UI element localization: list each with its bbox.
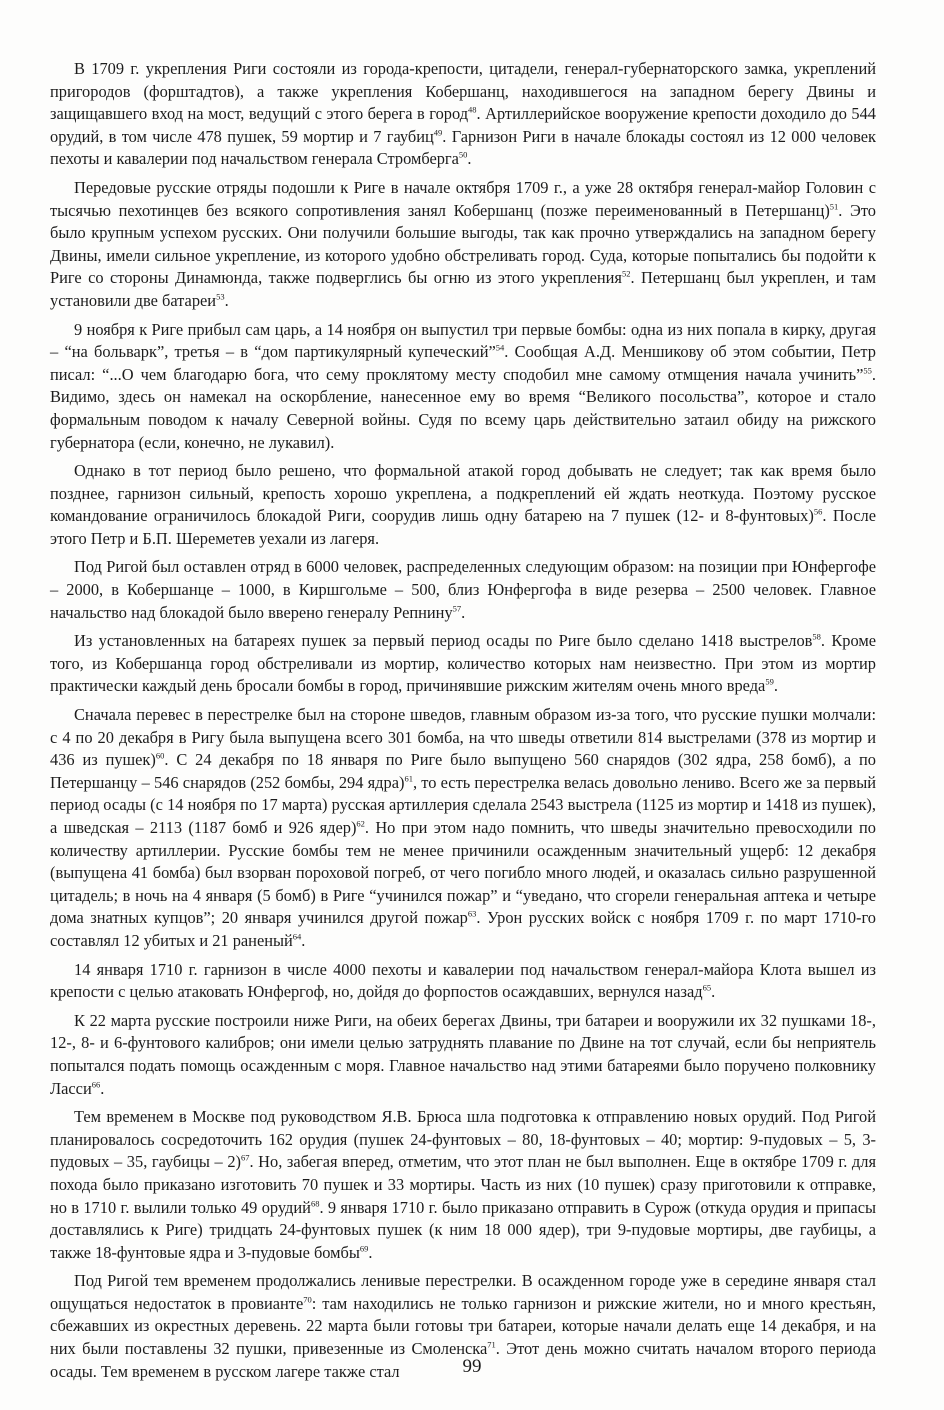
paragraph-text: . Кроме того, из Кобершанца город обстреливали из мортир, количество которых нам неизвестно. При этом из мортир практически каждый день бросали бомбы в город, причинявшие рижским жителям очень много вреда (50, 631, 876, 696)
paragraph (50, 959, 876, 1004)
paragraph-text: : там находились не только гарнизон и рижские жители, но и много крестьян, сбежавших из окрестных деревень. 22 марта были готовы три батареи, которые начали делать еще 14 декабря, и на них были поставлены 32 пушки, привезенные из Смоленска (50, 1293, 876, 1359)
footnote-ref: 57 (452, 603, 462, 614)
footnote-ref: 67 (240, 1152, 250, 1163)
footnote-ref: 71 (487, 1339, 496, 1350)
footnote-ref: 66 (91, 1079, 101, 1090)
footnote-ref: 51 (829, 201, 839, 212)
footnote-ref: 58 (812, 631, 821, 642)
paragraph-text: . Артиллерийское вооружение крепости доходило до 544 орудий, в том числе 478 пушек, 59 мортир и 7 гаубиц (50, 104, 876, 146)
paragraph-text: . Видимо, здесь он намекал на оскорбление, нанесенное ему во время “Великого посольства”, которое и стало формальным поводом к началу Северной войны. Судя по всему царь действительно затаил обиду на рижского губернатора (если, конечно, не лукавил). (50, 364, 876, 452)
footnote-ref: 62 (356, 818, 365, 829)
paragraph-text: . (301, 930, 306, 950)
paragraph (50, 556, 876, 624)
paragraph-text: . Но при этом надо помнить, что шведы значительно превосходили по количеству артиллерии. Русские бомбы тем не менее причинили осажденным значительный ущерб: 12 декабря (выпущена 41 бомба) был взорван пороховой погреб, от чего погибло много людей, и оказалась сильно разрушенной цитадель; в ночь на 4 января (5 бомб) в Риге “учинился пожар” и “уведано, что сгорели генеральная аптека и четыре дома знатных купцов”; 20 января учинился другой пожар (50, 818, 876, 928)
footnote-ref: 49 (433, 127, 443, 138)
paragraph-text: . (467, 149, 472, 169)
paragraph (50, 630, 876, 698)
paragraph-text: . Сообщая А.Д. Меншикову об этом событии, Петр писал: “...О чем благодарю бога, что сему проклятому месту сподобил мне самому отмщения начала учинить” (50, 342, 876, 384)
paragraph-text: Передовые русские отряды подошли к Риге в начале октября 1709 г., а уже 28 октября генерал-майор Головин с тысячью пехотинцев без всякого сопротивления занял Кобершанц (позже переименованный в Петершанц) (50, 177, 876, 220)
paragraph-text: . (711, 982, 716, 1002)
paragraph-text: Тем временем в Москве под руководством Я.В. Брюса шла подготовка к отправлению новых орудий. Под Ригой планировалось сосредоточить 162 орудия (пушек 24-фунтовых – 80, 18-фунтовых – 40; мортир: 9-пудовых – 5, 3-пудовых – 35, гаубицы – 2) (50, 1107, 876, 1172)
paragraph-text: Из установленных на батареях пушек за первый период осады по Риге было сделано 1418 выстрелов (74, 631, 813, 651)
footnote-ref: 63 (467, 908, 477, 919)
paragraph (50, 58, 876, 171)
footnote-ref: 68 (310, 1198, 320, 1209)
paragraph-text: . После этого Петр и Б.П. Шереметев уехали из лагеря. (50, 506, 876, 548)
paragraph-text: . 9 января 1710 г. было приказано отправить в Сурож (откуда орудия и припасы доставлялись к Риге) тридцать 24-фунтовых пушек (к ним 18 000 ядер), три 9-пудовые мортиры, две гаубицы, а также 18-фунтовые ядра и 3-пудовые бомбы (50, 1197, 876, 1262)
paragraph-text: . Этот день можно считать началом второго периода осады. Тем временем в русском лагере также стал (50, 1339, 877, 1381)
footnote-ref: 53 (216, 291, 225, 302)
paragraph-text: . С 24 декабря по 18 января по Риге было выпущено 560 снарядов (302 ядра, 258 бомб), а по Петершанцу – 546 снарядов (252 бомбы, 294 ядра) (50, 750, 876, 792)
paragraph (50, 1106, 876, 1264)
footnote-ref: 69 (359, 1243, 369, 1254)
footnote-ref: 56 (813, 506, 823, 517)
paragraph-text: . Но, забегая вперед, отметим, что этот план не был выполнен. Еще в октябре 1709 г. для похода было приказано изготовить 70 пушек и 33 мортиры. Часть из них (10 пушек) сразу приготовили к отправке, но в 1710 г. вылили только 49 орудий (50, 1152, 876, 1217)
page-number: 99 (462, 1356, 482, 1377)
footnote-ref: 48 (468, 104, 477, 115)
paragraph-text: Под Ригой был оставлен отряд в 6000 человек, распределенных следующим образом: на позиции при Юнфергофе – 2000, в Кобершанце – 1000, в Киршгольме – 500, близ Юнфергофа в виде резерва – 2500 человек. Главное начальство над блокадой было вверено генералу Репнину (50, 557, 876, 622)
footnote-ref: 60 (155, 750, 165, 761)
footnote-ref: 70 (303, 1294, 312, 1305)
paragraph (50, 319, 876, 455)
paragraph-text: . (368, 1242, 373, 1262)
paragraph-text: 14 января 1710 г. гарнизон в числе 4000 пехоты и кавалерии под начальством генерал-майора Клота вышел из крепости с целью атаковать Юнфергоф, но, дойдя до форпостов осаждавших, вернулся назад (50, 959, 876, 1002)
footnote-ref: 64 (292, 931, 302, 942)
page-body-text (50, 58, 876, 1383)
footnote-ref: 52 (621, 268, 631, 279)
paragraph-text: . Петершанц был укреплен, и там установили две батареи (50, 268, 876, 310)
footnote-ref: 50 (458, 149, 468, 160)
paragraph-text: Однако в тот период было решено, что формальной атакой город добывать не следует; так как время было позднее, гарнизон сильный, крепость хорошо укреплена, а подкреплений ей ждать неоткуда. Поэтому русское командование ограничилось блокадой Риги, соорудив лишь одну батарею на 7 пушек (12- и 8-фунтовых) (50, 461, 876, 526)
footnote-ref: 65 (702, 982, 712, 993)
paragraph-text: . Урон русских войск с ноября 1709 г. по март 1710-го составлял 12 убитых и 21 раненый (50, 908, 876, 950)
footnote-ref: 61 (404, 773, 413, 784)
paragraph (50, 460, 876, 550)
paragraph-text: . (773, 676, 778, 696)
paragraph (50, 177, 876, 313)
paragraph-text: , то есть перестрелка велась довольно лениво. Всего же за первый период осады (с 14 ноября по 17 марта) русская артиллерия сделала 2543 выстрела (1125 из мортир и 1418 из пушек), а шведская – 2113 (1187 бомб и 926 ядер) (50, 772, 876, 837)
paragraph-text: Под Ригой тем временем продолжались ленивые перестрелки. В осажденном городе уже в середине января стал ощущаться недостаток в провианте (50, 1271, 876, 1313)
footnote-ref: 55 (863, 365, 872, 376)
paragraph-text: В 1709 г. укрепления Риги состояли из города-крепости, цитадели, генерал-губернаторского замка, укреплений пригородов (форштадтов), а также укрепления Кобершанц, находившегося на западном берегу Двины и защищавшего вход на мост, ведущий с этого берега в город (50, 59, 876, 124)
paragraph-text: Сначала перевес в перестрелке был на стороне шведов, главным образом из-за того, что русские пушки молчали: с 4 по 20 декабря в Ригу была выпущена всего 301 бомба, на что шведы ответили 814 выстрелами (378 из мортир и 436 из пушек) (50, 705, 876, 770)
paragraph-text: . Это было крупным успехом русских. Они получили большие выгоды, так как прочно утверждались на западном берегу Двины, имели сильное укрепление, из которого удобно обстреливать город. Суда, которые попытались бы подойти к Риге со стороны Динамюнда, также подверглись бы огню из этого укрепления (50, 200, 876, 288)
paragraph-text: К 22 марта русские построили ниже Риги, на обеих берегах Двины, три батареи и вооружили их 32 пушками 18-, 12-, 8- и 6-фунтового калибров; они имели целью затруднять плавание по Двине на тот случай, если бы неприятель попытался подать помощь осажденным с моря. Главное начальство над этими батареями было поручено полковнику Ласси (50, 1010, 876, 1098)
paragraph (50, 704, 876, 953)
footnote-ref: 54 (495, 342, 505, 353)
footnote-ref: 59 (765, 676, 774, 687)
paragraph-text: . Гарнизон Риги в начале блокады состоял из 12 000 человек пехоты и кавалерии под начальством генерала Стромберга (50, 126, 876, 169)
paragraph-text: . (224, 290, 229, 310)
paragraph-text: . (461, 602, 466, 622)
paragraph-text: . (100, 1078, 105, 1098)
paragraph-text: 9 ноября к Риге прибыл сам царь, а 14 ноября он выпустил три первые бомбы: одна из них попала в кирку, другая – “на больварк”, третья – в “дом партикулярный купеческий” (50, 319, 876, 362)
paragraph (50, 1010, 876, 1100)
